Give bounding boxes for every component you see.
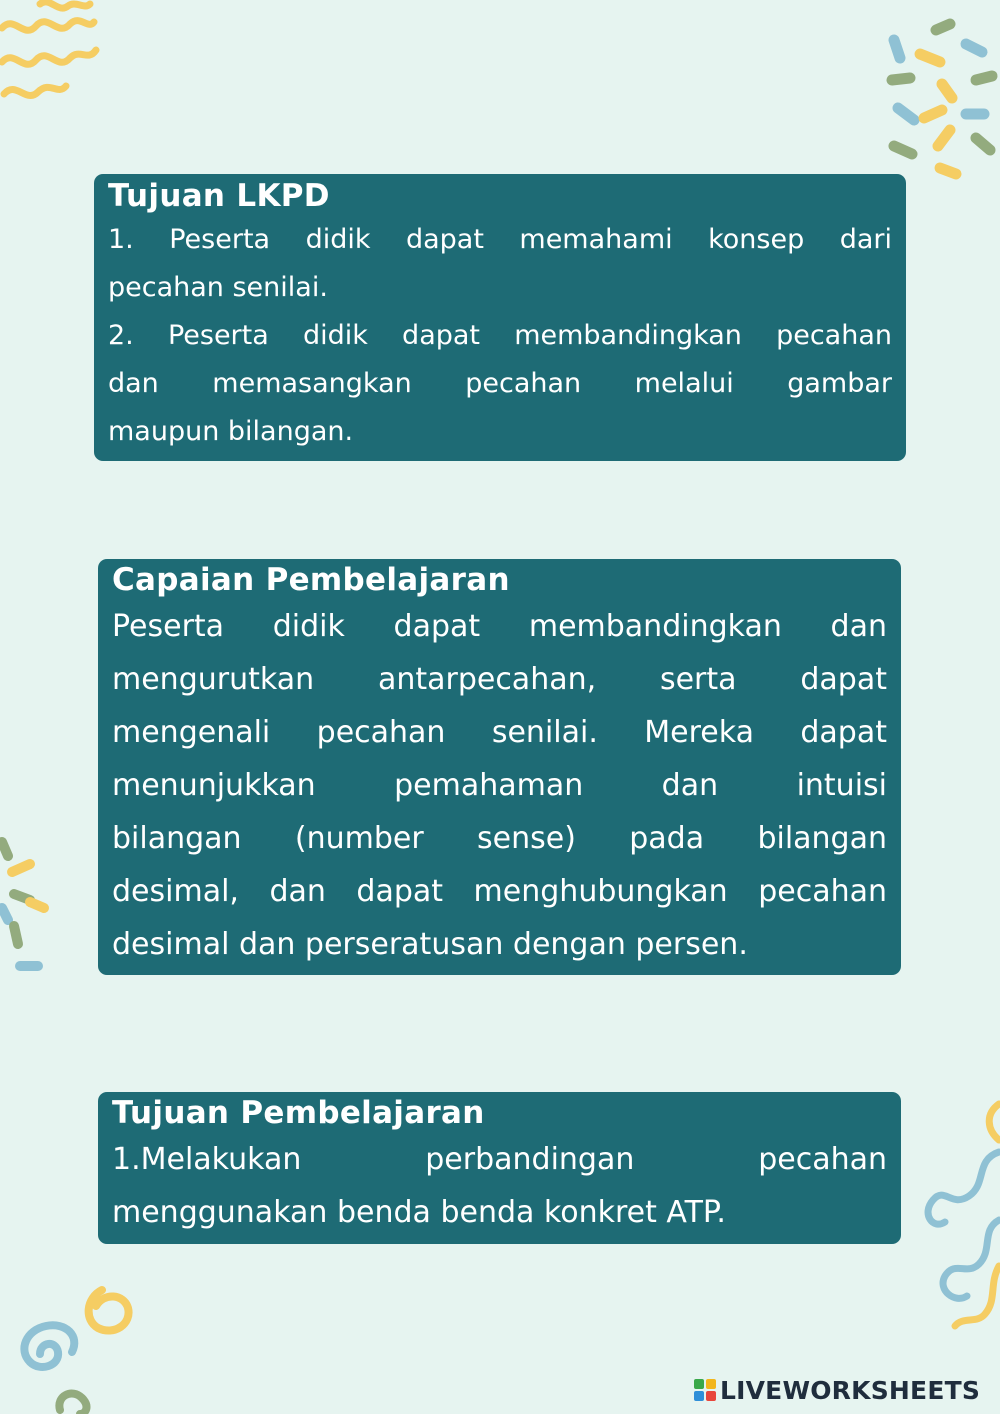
capaian-line: mengurutkan antarpecahan, serta dapat (112, 662, 887, 697)
tujuan-lkpd-heading: Tujuan LKPD (108, 178, 330, 214)
capaian-line: menunjukkan pemahaman dan intuisi (112, 768, 887, 803)
liveworksheets-logo-icon (694, 1379, 716, 1401)
tujuan-lkpd-line: maupun bilangan. (108, 416, 354, 447)
tujuan-pembelajaran-card (98, 1092, 901, 1244)
tujuan-lkpd-line: dan memasangkan pecahan melalui gambar (108, 368, 892, 399)
sprinkles-left-decoration (0, 830, 60, 980)
capaian-pembelajaran-heading: Capaian Pembelajaran (112, 562, 510, 598)
tujuan-lkpd-line: pecahan senilai. (108, 272, 328, 303)
capaian-pembelajaran-card (98, 559, 901, 975)
liveworksheets-logo-text: LIVEWORKSHEETS (720, 1375, 981, 1405)
capaian-line: bilangan (number sense) pada bilangan (112, 821, 887, 856)
tujuan-lkpd-line: 2. Peserta didik dapat membandingkan pecahan (108, 320, 892, 351)
tujuan-pembelajaran-line: menggunakan benda benda konkret ATP. (112, 1195, 726, 1230)
tujuan-pembelajaran-line: 1.Melakukan perbandingan pecahan (112, 1142, 887, 1177)
wavy-lines-decoration (0, 0, 110, 110)
sprinkles-top-right-decoration (880, 18, 1000, 188)
swirls-bottom-left-decoration (0, 1270, 150, 1414)
capaian-line: mengenali pecahan senilai. Mereka dapat (112, 715, 887, 750)
capaian-line: desimal dan perseratusan dengan persen. (112, 927, 748, 962)
tujuan-pembelajaran-heading: Tujuan Pembelajaran (112, 1095, 485, 1131)
capaian-line: Peserta didik dapat membandingkan dan (112, 609, 887, 644)
tujuan-lkpd-line: 1. Peserta didik dapat memahami konsep dari (108, 224, 892, 255)
liveworksheets-logo[interactable] (694, 1374, 980, 1406)
capaian-line: desimal, dan dapat menghubungkan pecahan (112, 874, 887, 909)
tujuan-lkpd-card (94, 174, 906, 461)
squiggles-right-decoration (915, 1100, 1000, 1330)
